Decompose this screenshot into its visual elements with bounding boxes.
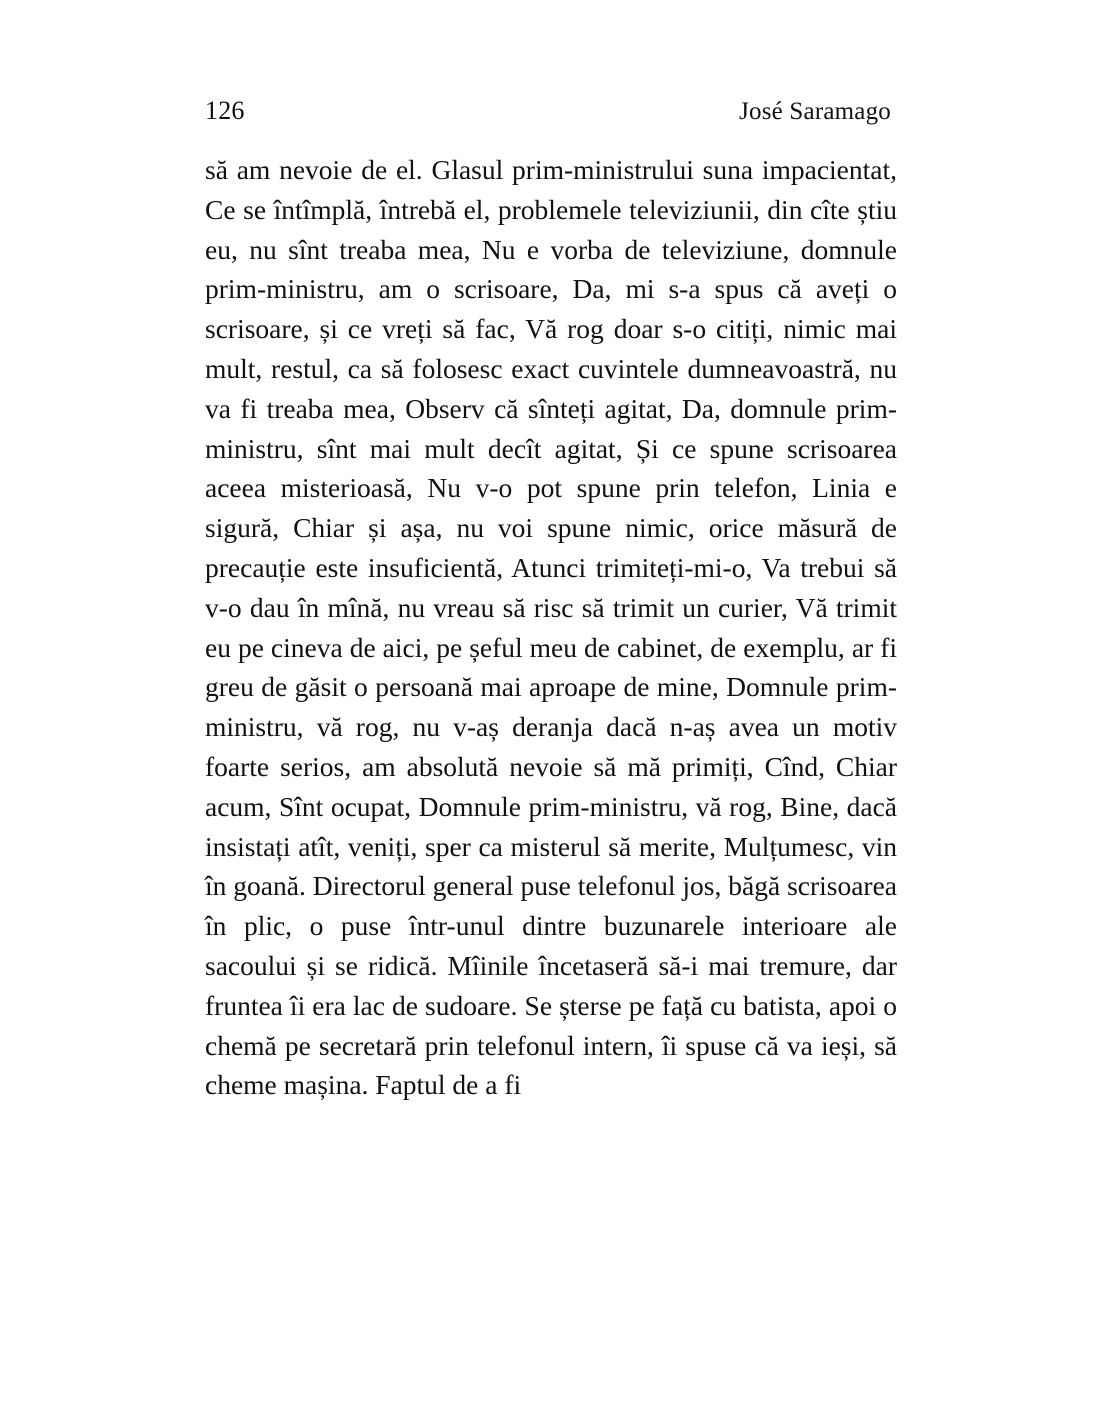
body-paragraph: să am nevoie de el. Glasul prim-ministrului suna impacientat, Ce se întîmplă, întrebă el, problemele televiziunii, din cîte știu eu, nu sînt treaba mea, Nu e vorba de televiziune, domnule prim-ministru, am o scrisoare, Da, mi s-a spus că aveți o scrisoare, și ce vreți să fac, Vă rog doar s-o citiți, nimic mai mult, restul, ca să folosesc exact cuvintele dumneavoastră, nu va fi treaba mea, Observ că sînteți agitat, Da, domnule prim-ministru, sînt mai mult decît agitat, Și ce spune scrisoarea aceea misterioasă, Nu v-o pot spune prin telefon, Linia e sigură, Chiar și așa, nu voi spune nimic, orice măsură de precauție este insuficientă, Atunci trimiteți-mi-o, Va trebui să v-o dau în mînă, nu vreau să risc să trimit un curier, Vă trimit eu pe cineva de aici, pe șeful meu de cabinet, de exemplu, ar fi greu de găsit o persoană mai aproape de mine, Domnule prim-ministru, vă rog, nu v-aș deranja dacă n-aș avea un motiv foarte serios, am absolută nevoie să mă primiți, Cînd, Chiar acum, Sînt ocupat, Domnule prim-ministru, vă rog, Bine, dacă insistați atît, veniți, sper ca misterul să merite, Mulțumesc, vin în goană. Directorul general puse telefonul jos, băgă scrisoarea în plic, o puse într-unul dintre buzunarele interioare ale sacoului și se ridică. Mîinile încetaseră să-i mai tremure, dar fruntea îi era lac de sudoare. Se șterse pe față cu batista, apoi o chemă pe secretară prin telefonul intern, îi spuse că va ieși, să cheme mașina. Faptul de a fi [205, 154, 897, 1101]
page-header [205, 96, 895, 128]
running-title: José Saramago [739, 98, 891, 125]
page-body [205, 150, 897, 1105]
page-number: 126 [205, 96, 245, 125]
